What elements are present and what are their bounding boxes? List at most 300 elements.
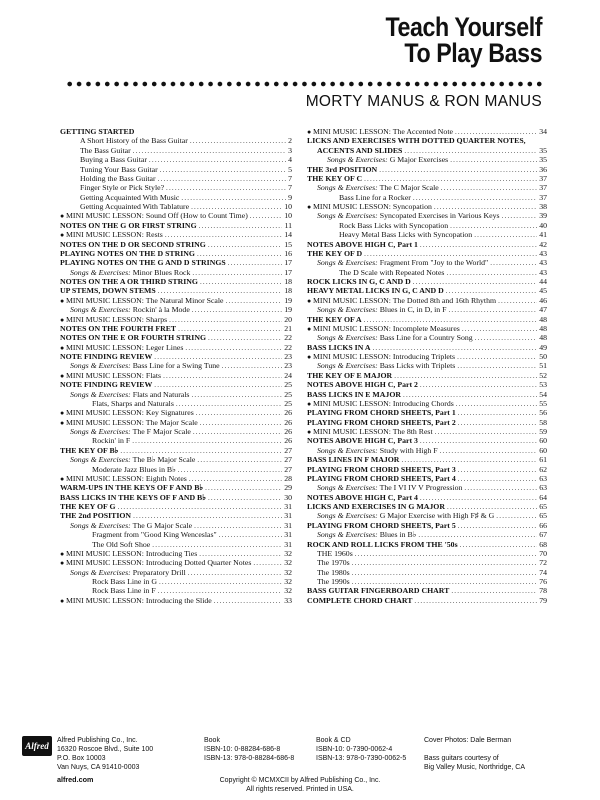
dot-leader (158, 175, 287, 184)
toc-page-number: 7 (288, 183, 292, 193)
toc-page-number: 29 (284, 483, 292, 493)
toc-entry-title: NOTES ON THE E OR FOURTH STRING (60, 333, 207, 343)
copyright-line: All rights reserved. Printed in USA. (246, 786, 354, 793)
toc-entry (60, 436, 292, 445)
toc-entry (307, 296, 547, 305)
dot-leader (498, 297, 537, 306)
credit-line: Bass guitars courtesy of (424, 755, 499, 762)
toc-left-column (60, 127, 292, 605)
toc-page-number: 36 (539, 164, 547, 174)
dot-leader (118, 503, 283, 512)
toc-entry-title: Tuning Your Bass Guitar (80, 164, 158, 174)
toc-entry (60, 249, 292, 258)
dot-leader (448, 306, 537, 315)
toc-page-number: 49 (539, 342, 547, 352)
toc-page-number: 30 (284, 492, 292, 502)
toc-entry (60, 427, 292, 436)
toc-page-number: 32 (284, 567, 292, 577)
songs-exercises-label: Songs & Exercises: (70, 567, 131, 577)
toc-page-number: 32 (284, 548, 292, 558)
dot-leader (193, 428, 282, 437)
toc-entry-title: ● MINI MUSIC LESSON: Key Signatures (60, 408, 194, 418)
toc-entry-title: PLAYING FROM CHORD SHEETS, Part 2 (307, 417, 456, 427)
dot-leader (475, 334, 538, 343)
book-line: ISBN-13: 978-0-88284-686-8 (204, 755, 295, 762)
toc-page-number: 17 (284, 258, 292, 268)
toc-entry-title: NOTES ABOVE HIGH C, Part 1 (307, 239, 418, 249)
toc-entry (307, 240, 547, 249)
toc-entry-title: BASS LICKS IN THE KEYS OF F AND B♭ (60, 492, 206, 502)
toc-entry (307, 586, 547, 595)
songs-exercises-label: Songs & Exercises: (70, 361, 131, 371)
toc-entry (307, 352, 547, 361)
toc-entry (60, 568, 292, 577)
toc-entry (60, 530, 292, 539)
toc-entry (60, 286, 292, 295)
toc-page-number: 35 (539, 155, 547, 165)
toc-entry (60, 465, 292, 474)
songs-exercises-label: Songs & Exercises: (70, 427, 131, 436)
toc-entry-title: ● MINI MUSIC LESSON: Sound Off (How to Count Time) (60, 211, 248, 221)
toc-page-number: 48 (539, 333, 547, 343)
toc-entry-title: Fragment from "Good King Wenceslas" (92, 530, 217, 540)
toc-entry-title: ● MINI MUSIC LESSON: Introducing Ties (60, 549, 197, 559)
toc-entry-title (317, 211, 500, 220)
toc-entry (307, 446, 547, 455)
dot-leader (450, 156, 537, 165)
toc-page-number: 19 (284, 305, 292, 315)
toc-entry (60, 211, 292, 220)
toc-page-number: 38 (539, 202, 547, 211)
toc-entry (307, 286, 547, 295)
dot-leader (200, 278, 282, 287)
copyright-line: Copyright © MCMXCII by Alfred Publishing Co., Inc. (219, 777, 381, 784)
toc-page-number: 33 (284, 595, 292, 605)
toc-page-number: 37 (539, 173, 547, 183)
toc-entry-title: ● MINI MUSIC LESSON: Leger Lines (60, 343, 183, 353)
dot-leader (192, 269, 282, 278)
dot-leader (219, 531, 283, 540)
toc-page-number: 16 (284, 248, 292, 258)
dot-leader (502, 212, 538, 221)
toc-page-number: 11 (284, 220, 292, 230)
toc-entry-title: THE KEY OF C (307, 173, 363, 183)
toc-page-number: 17 (284, 267, 292, 277)
dot-leader (446, 269, 537, 278)
toc-page-number: 46 (539, 295, 547, 305)
toc-entry (60, 586, 292, 595)
dot-leader (456, 400, 537, 409)
toc-entry-title: ● MINI MUSIC LESSON: The 8th Rest (307, 427, 433, 437)
toc-entry (307, 183, 547, 192)
toc-page-number: 32 (284, 577, 292, 586)
dot-leader (149, 156, 286, 165)
toc-entry-title: Bass Line for a Rocker (339, 192, 411, 202)
toc-page-number: 31 (284, 520, 292, 530)
songs-exercises-label: Songs & Exercises: (327, 155, 388, 165)
toc-page-number: 26 (284, 417, 292, 427)
toc-entry-title: ● MINI MUSIC LESSON: The Accented Note (307, 127, 453, 137)
title-line-2: To Play Bass (404, 38, 542, 68)
toc-entry-title: ● MINI MUSIC LESSON: Introducing Chords (307, 399, 454, 409)
toc-entry-text: G Major Exercise with High F♯ & G (377, 511, 495, 521)
toc-page-number: 4 (288, 155, 292, 165)
toc-entry (307, 249, 547, 258)
toc-entry-title (70, 361, 220, 370)
dot-leader (169, 316, 282, 325)
dot-leader (222, 362, 283, 371)
dot-leader (496, 512, 537, 521)
toc-entry-title (70, 455, 195, 464)
toc-entry (60, 315, 292, 324)
toc-entry-title: LICKS AND EXERCISES WITH DOTTED QUARTER NOTES, (307, 136, 526, 146)
toc-entry (60, 596, 292, 605)
toc-page-number: 19 (284, 295, 292, 305)
songs-exercises-label: Songs & Exercises: (317, 511, 378, 521)
toc-entry-title: NOTES ON THE D OR SECOND STRING (60, 239, 206, 249)
toc-page-number: 43 (539, 258, 547, 268)
toc-entry-title: THE KEY OF B♭ (60, 445, 119, 455)
toc-page-number: 60 (539, 445, 547, 455)
toc-entry (307, 511, 547, 520)
credit-line: Cover Photos: Dale Berman (424, 737, 512, 744)
dotted-divider (65, 79, 543, 89)
dot-leader (458, 475, 537, 484)
songs-exercises-label: Songs & Exercises: (70, 267, 131, 277)
toc-entry (60, 390, 292, 399)
dot-leader (190, 137, 286, 146)
dot-leader (185, 344, 282, 353)
toc-entry-title (317, 530, 416, 539)
dot-leader (458, 419, 537, 428)
toc-entry-title: The Old Soft Shoe (92, 539, 151, 549)
toc-page-number: 63 (539, 483, 547, 493)
book-title (360, 14, 542, 66)
book-cd-line: Book & CD (316, 737, 351, 744)
authors: MORTY MANUS & RON MANUS (305, 93, 542, 110)
toc-entry-title: The Bass Guitar (80, 145, 131, 155)
dot-leader (458, 409, 537, 418)
toc-entry-text: Flats and Naturals (130, 389, 190, 399)
toc-entry-title: Buying a Bass Guitar (80, 155, 147, 165)
toc-entry-text: Preparatory Drill (130, 567, 186, 577)
toc-entry-title (70, 268, 190, 277)
toc-entry (307, 343, 547, 352)
toc-entry (60, 174, 292, 183)
toc-entry-title: PLAYING FROM CHORD SHEETS, Part 4 (307, 473, 456, 483)
dot-leader (163, 372, 282, 381)
toc-page-number: 14 (284, 230, 292, 240)
website-link[interactable]: alfred.com (57, 775, 94, 784)
toc-entry-title: BASS LICKS IN E MAJOR (307, 389, 402, 399)
toc-page-number: 65 (539, 511, 547, 521)
toc-entry-title: A Short History of the Bass Guitar (80, 136, 188, 146)
toc-entry (60, 502, 292, 511)
dot-leader (457, 353, 537, 362)
toc-entry (60, 352, 292, 361)
toc-page-number: 18 (284, 286, 292, 296)
toc-entry-title: THE 2nd POSITION (60, 511, 132, 521)
toc-page-number: 7 (288, 173, 292, 183)
toc-entry (60, 296, 292, 305)
toc-entry-title: Rock Bass Line in G (92, 577, 157, 586)
toc-entry-text: Syncopated Exercises in Various Keys (377, 211, 500, 221)
dot-leader (191, 391, 282, 400)
songs-exercises-label: Songs & Exercises: (70, 305, 131, 315)
toc-page-number: 68 (539, 539, 547, 549)
dot-leader (414, 597, 537, 606)
toc-entry (307, 333, 547, 342)
book-cd-line: ISBN-10: 0-7390-0062-4 (316, 746, 393, 753)
toc-page-number: 74 (539, 567, 547, 577)
toc-entry-title: THE KEY OF G (60, 502, 116, 511)
toc-page-number: 24 (284, 370, 292, 380)
copyright-notice (0, 776, 600, 794)
toc-entry (60, 558, 292, 567)
toc-entry (60, 230, 292, 239)
toc-entry-title: ● MINI MUSIC LESSON: The Natural Minor Scale (60, 296, 224, 306)
toc-entry-text: Study with High F (377, 445, 438, 455)
toc-entry-text: Minor Blues Rock (130, 267, 191, 277)
toc-page-number: 43 (539, 267, 547, 277)
book-line: ISBN-10: 0-88284-686-8 (204, 746, 281, 753)
toc-entry (307, 211, 547, 220)
toc-entry-title (317, 258, 488, 267)
dot-leader (458, 466, 537, 475)
toc-page-number: 23 (284, 361, 292, 371)
book-isbn (204, 736, 294, 763)
toc-entry-title: PLAYING NOTES ON THE D STRING (60, 248, 195, 258)
toc-entry-title: NOTES ON THE G OR FIRST STRING (60, 220, 197, 230)
toc-entry-title: THE KEY OF E MAJOR (307, 370, 393, 380)
toc-page-number: 70 (539, 548, 547, 558)
toc-page-number: 72 (539, 558, 547, 568)
toc-entry-title: HEAVY METAL LICKS IN G, C AND D (307, 286, 444, 296)
toc-entry-title: NOTES ABOVE HIGH C, Part 3 (307, 436, 418, 446)
toc-entry (60, 277, 292, 286)
toc-entry (60, 418, 292, 427)
toc-entry-title (317, 305, 446, 314)
dot-leader (226, 297, 283, 306)
toc-entry-title: ● MINI MUSIC LESSON: The Major Scale (60, 418, 198, 428)
toc-entry (307, 521, 547, 530)
toc-entry (307, 540, 547, 549)
book-cd-isbn (316, 736, 406, 763)
toc-page-number: 32 (284, 558, 292, 568)
toc-entry-title (317, 483, 462, 492)
toc-entry-title: THE KEY OF D (307, 248, 363, 258)
alfred-logo: Alfred (22, 736, 52, 756)
toc-page-number: 60 (539, 436, 547, 446)
toc-page-number: 66 (539, 520, 547, 530)
toc-entry (307, 418, 547, 427)
dot-leader (197, 456, 282, 465)
toc-page-number: 27 (284, 455, 292, 465)
dot-leader (441, 184, 538, 193)
toc-page-number: 53 (539, 380, 547, 390)
toc-entry-text: Blues in C, in D, in F (377, 305, 447, 315)
toc-page-number: 54 (539, 389, 547, 399)
toc-entry (307, 277, 547, 286)
toc-entry-title: Holding the Bass Guitar (80, 173, 156, 183)
toc-entry (60, 511, 292, 520)
toc-entry-title (70, 568, 186, 577)
songs-exercises-label: Songs & Exercises: (317, 258, 378, 268)
toc-page-number: 9 (288, 192, 292, 202)
songs-exercises-label: Songs & Exercises: (317, 183, 378, 193)
songs-exercises-label: Songs & Exercises: (317, 445, 378, 455)
songs-exercises-label: Songs & Exercises: (70, 520, 131, 530)
dot-leader (435, 428, 538, 437)
toc-entry-title: PLAYING FROM CHORD SHEETS, Part 1 (307, 408, 456, 418)
book-cd-line: ISBN-13: 978-0-7390-0062-5 (316, 755, 407, 762)
toc-entry-title: ● MINI MUSIC LESSON: Sharps (60, 315, 167, 325)
toc-entry-title: ROCK LICKS IN G, C AND D (307, 277, 411, 286)
toc-page-number: 23 (284, 352, 292, 361)
toc-entry-title: The D Scale with Repeated Notes (339, 267, 445, 277)
toc-page-number: 78 (539, 586, 547, 596)
toc-entry (60, 549, 292, 558)
toc-entry-title: Rock Bass Line in F (92, 586, 156, 596)
toc-page-number: 52 (539, 370, 547, 380)
toc-page-number: 43 (539, 248, 547, 258)
toc-page-number: 22 (284, 333, 292, 343)
dot-leader (462, 325, 537, 334)
credit-line: Big Valley Music, Northridge, CA (424, 764, 526, 771)
toc-entry (307, 146, 547, 155)
toc-entry (307, 221, 547, 230)
toc-page-number: 45 (539, 286, 547, 296)
toc-entry (60, 202, 292, 211)
dot-leader (474, 231, 537, 240)
toc-entry-title (70, 521, 192, 530)
toc-entry-title: PLAYING FROM CHORD SHEETS, Part 3 (307, 464, 456, 474)
toc-entry-text: Bass Line for a Country Song (377, 333, 473, 343)
songs-exercises-label: Songs & Exercises: (317, 530, 378, 540)
toc-page-number: 41 (539, 230, 547, 240)
publisher-line: Van Nuys, CA 91410-0003 (57, 764, 140, 771)
dot-leader (160, 166, 286, 175)
toc-entry (307, 408, 547, 417)
toc-entry-text: Rockin' à la Mode (130, 305, 190, 315)
toc-entry (60, 183, 292, 192)
toc-entry (307, 558, 547, 567)
dot-leader (420, 241, 537, 250)
dot-leader (159, 578, 282, 587)
toc-entry (307, 165, 547, 174)
songs-exercises-label: Songs & Exercises: (317, 211, 378, 221)
toc-page-number: 32 (284, 586, 292, 596)
toc-page-number: 42 (539, 239, 547, 249)
toc-entry (60, 474, 292, 483)
toc-entry (60, 193, 292, 202)
toc-entry (307, 502, 547, 511)
toc-entry (60, 136, 292, 145)
dot-leader (166, 184, 286, 193)
dot-leader (200, 419, 282, 428)
toc-entry (307, 596, 547, 605)
toc-entry (307, 427, 547, 436)
toc-page-number: 37 (539, 183, 547, 193)
songs-exercises-label: Songs & Exercises: (70, 455, 131, 465)
footer (0, 736, 600, 800)
toc-page-number: 40 (539, 220, 547, 230)
toc-page-number: 63 (539, 473, 547, 483)
toc-page-number: 35 (539, 145, 547, 155)
toc-entry-title: Finger Style or Pick Style? (80, 183, 165, 193)
toc-entry (60, 483, 292, 492)
toc-entry (60, 268, 292, 277)
toc-entry (307, 193, 547, 202)
toc-entry-title: ● MINI MUSIC LESSON: Eighth Notes (60, 474, 187, 484)
toc-entry-title: Flats, Sharps and Naturals (92, 398, 174, 408)
dot-leader (208, 494, 282, 503)
dot-leader (457, 362, 537, 371)
title-line-1: Teach Yourself (385, 12, 542, 42)
dot-leader (440, 447, 538, 456)
toc-page-number: 47 (539, 305, 547, 315)
dot-leader (188, 569, 282, 578)
toc-entry (60, 155, 292, 164)
toc-page-number: 31 (284, 502, 292, 511)
toc-entry-title (317, 183, 439, 192)
toc-entry-title: BASS LICKS IN A (307, 342, 371, 352)
toc-entry (60, 240, 292, 249)
toc-entry (307, 577, 547, 586)
dot-leader (352, 559, 538, 568)
toc-page-number: 26 (284, 427, 292, 436)
toc-page-number: 26 (284, 408, 292, 418)
toc-entry-title: NOTE FINDING REVIEW (60, 380, 153, 390)
dot-leader (253, 559, 282, 568)
dot-leader (205, 484, 282, 493)
toc-entry-title: COMPLETE CHORD CHART (307, 595, 413, 605)
toc-entry (307, 136, 547, 145)
toc-entry (307, 568, 547, 577)
toc-entry (60, 305, 292, 314)
toc-entry-title: Rock Bass Licks with Syncopation (339, 220, 449, 230)
toc-entry-title: ● MINI MUSIC LESSON: Rests (60, 230, 163, 240)
toc-entry (60, 324, 292, 333)
dot-leader (208, 334, 282, 343)
toc-entry (60, 399, 292, 408)
toc-entry-title: The 1990s (317, 577, 350, 586)
toc-entry (60, 408, 292, 417)
toc-entry (307, 549, 547, 558)
toc-entry-title: GETTING STARTED (60, 127, 135, 136)
songs-exercises-label: Songs & Exercises: (317, 333, 378, 343)
credit-line (424, 745, 525, 754)
dot-leader (458, 522, 537, 531)
toc-entry (307, 455, 547, 464)
toc-entry-title: ● MINI MUSIC LESSON: Introducing Dotted Quarter Notes (60, 558, 251, 568)
toc-entry (307, 127, 547, 136)
dot-leader (199, 222, 283, 231)
dot-leader (464, 484, 537, 493)
songs-exercises-label: Songs & Exercises: (317, 305, 378, 315)
dot-leader (192, 306, 282, 315)
dot-leader (181, 194, 286, 203)
dot-leader (460, 541, 538, 550)
toc-entry-title: ROCK AND ROLL LICKS FROM THE '50s (307, 539, 458, 549)
toc-entry-title: ● MINI MUSIC LESSON: Incomplete Measures (307, 324, 460, 334)
toc-entry-title: NOTES ON THE FOURTH FRET (60, 323, 177, 333)
toc-entry-title (70, 390, 189, 399)
toc-page-number: 64 (539, 492, 547, 502)
toc-page-number: 31 (284, 511, 292, 521)
toc-entry-title: NOTES ON THE A OR THIRD STRING (60, 277, 198, 286)
toc-page-number: 48 (539, 314, 547, 324)
